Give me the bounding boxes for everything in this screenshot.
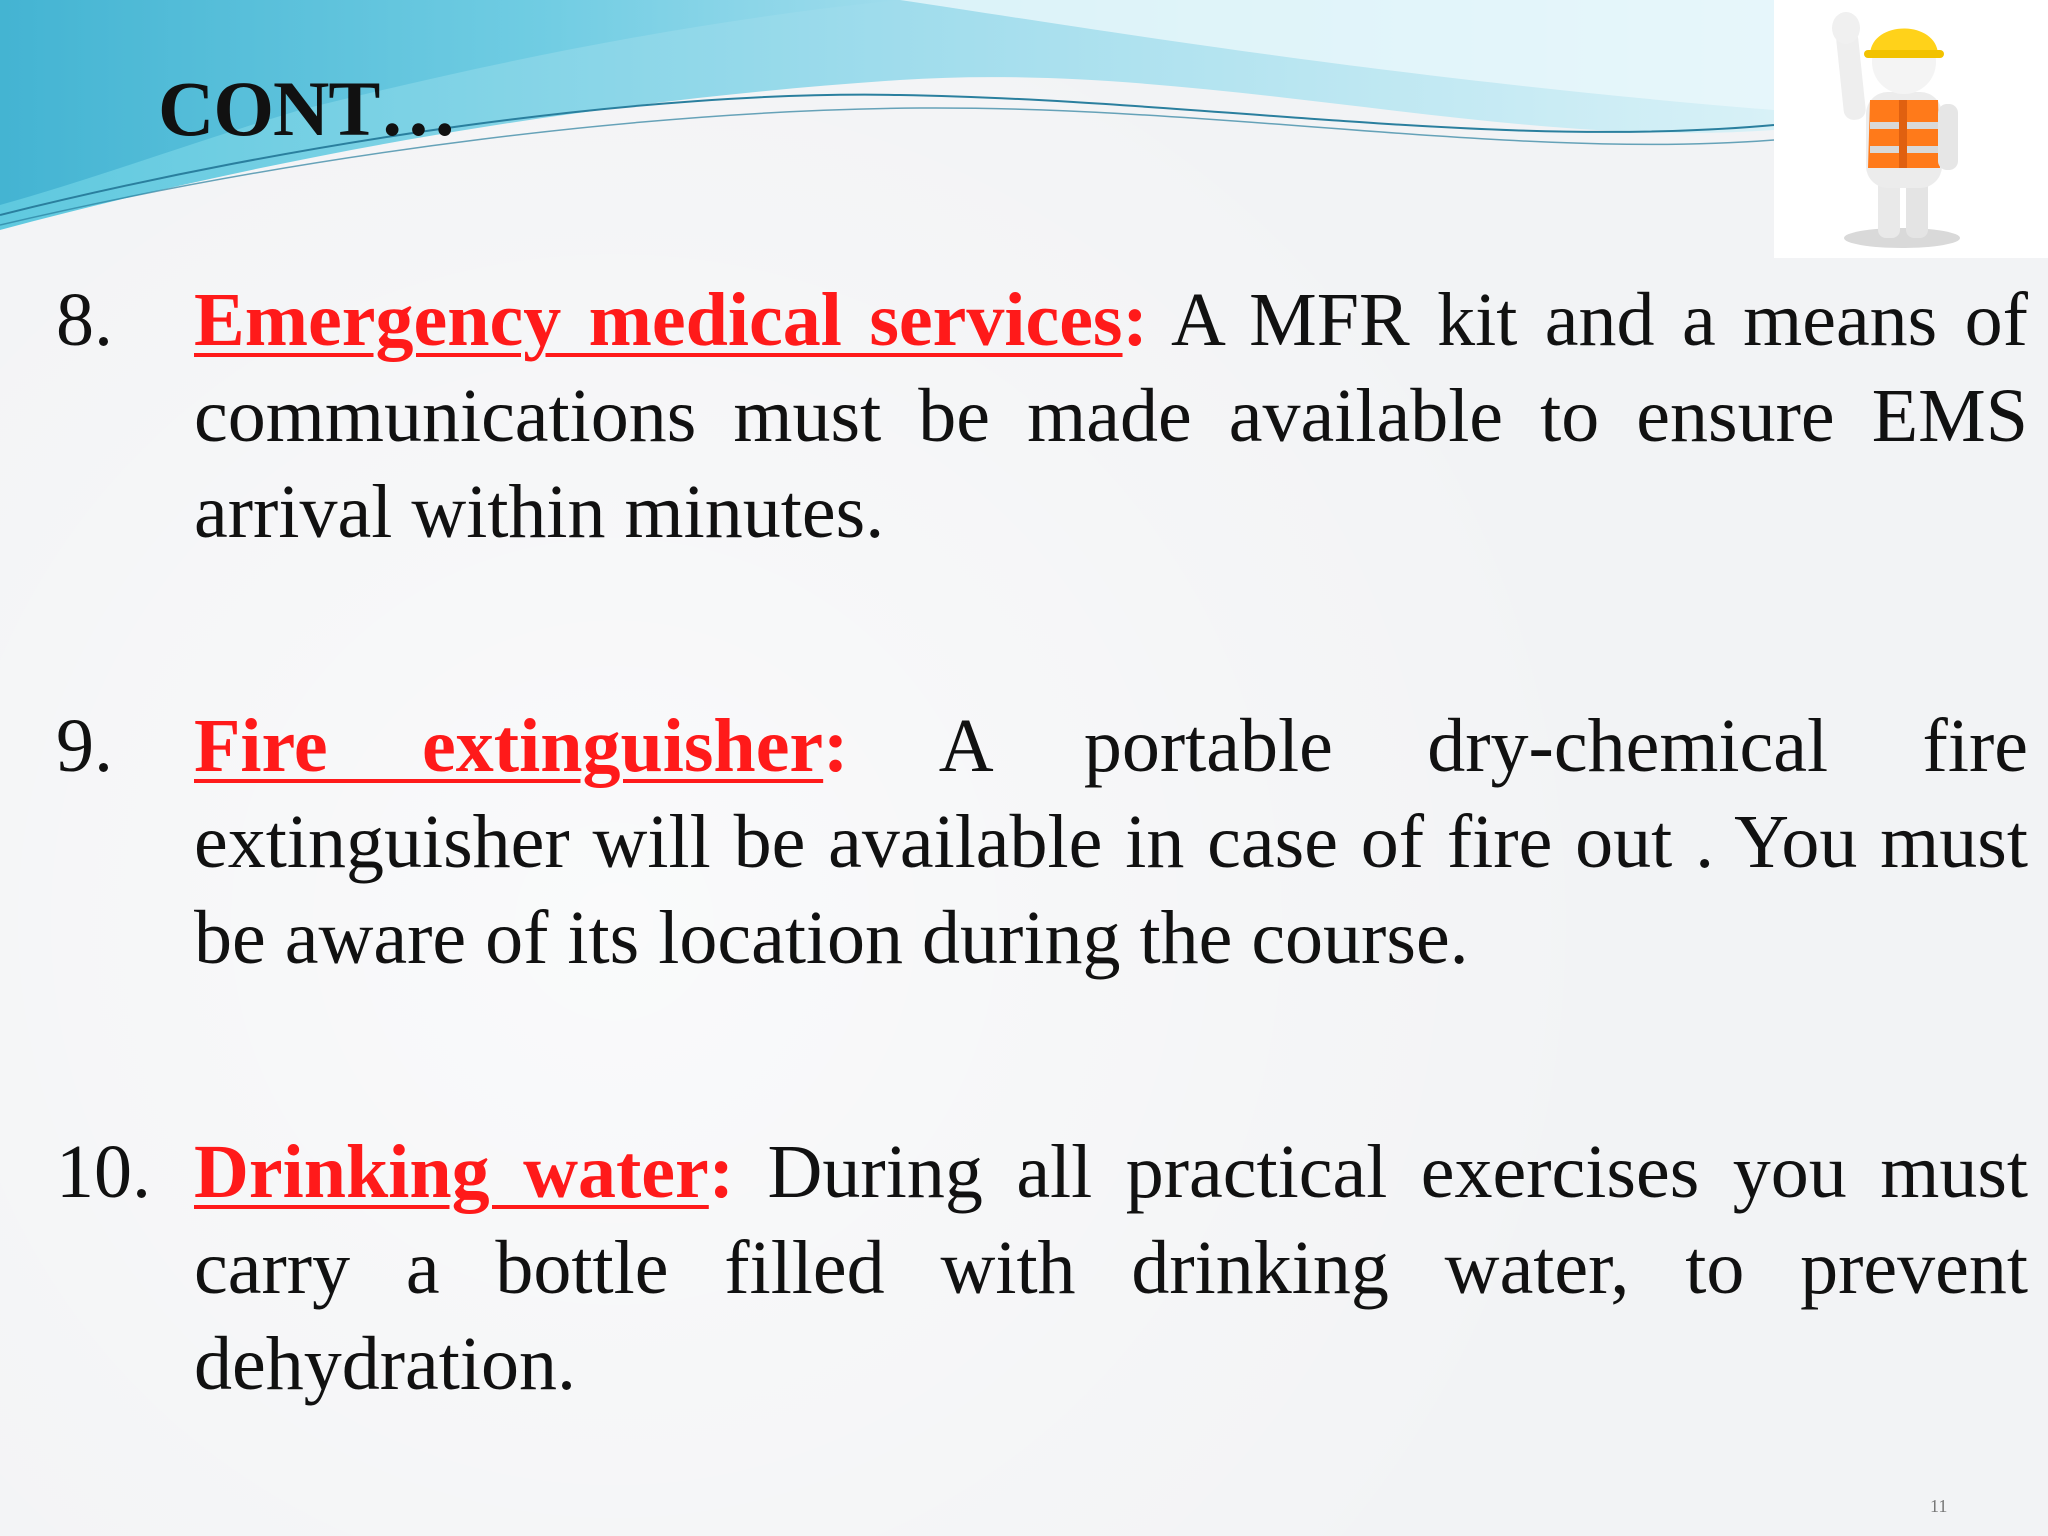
item-colon: :: [708, 1130, 735, 1214]
item-number: 9.: [56, 704, 113, 788]
item-number: 8.: [56, 278, 113, 362]
list-item-drinking-water: [56, 1124, 2028, 1412]
item-number: 10.: [56, 1130, 151, 1214]
list-item-fire-extinguisher: [56, 698, 2028, 986]
slide-title: CONT…: [158, 65, 457, 152]
bullet-list: [56, 272, 2028, 1412]
item-colon: :: [823, 704, 849, 788]
item-text: During all practical exercises you must carry a bottle filled with drinking water, to prevent dehydration.: [194, 1130, 2029, 1406]
list-item-emergency-medical-services: [56, 272, 2028, 560]
item-term: Emergency medical services: [194, 278, 1123, 362]
item-text: A MFR kit and a means of communications must be made available to ensure EMS arrival within minutes.: [194, 278, 2028, 554]
page-number: 11: [1930, 1496, 1948, 1516]
item-text: A portable dry-chemical fire extinguisher will be available in case of fire out . You must be aware of its location during the course.: [194, 704, 2029, 980]
construction-worker-icon: [1774, 0, 2048, 258]
item-term: Fire extinguisher: [194, 704, 824, 788]
item-colon: :: [1122, 278, 1148, 362]
item-term: Drinking water: [194, 1130, 709, 1214]
